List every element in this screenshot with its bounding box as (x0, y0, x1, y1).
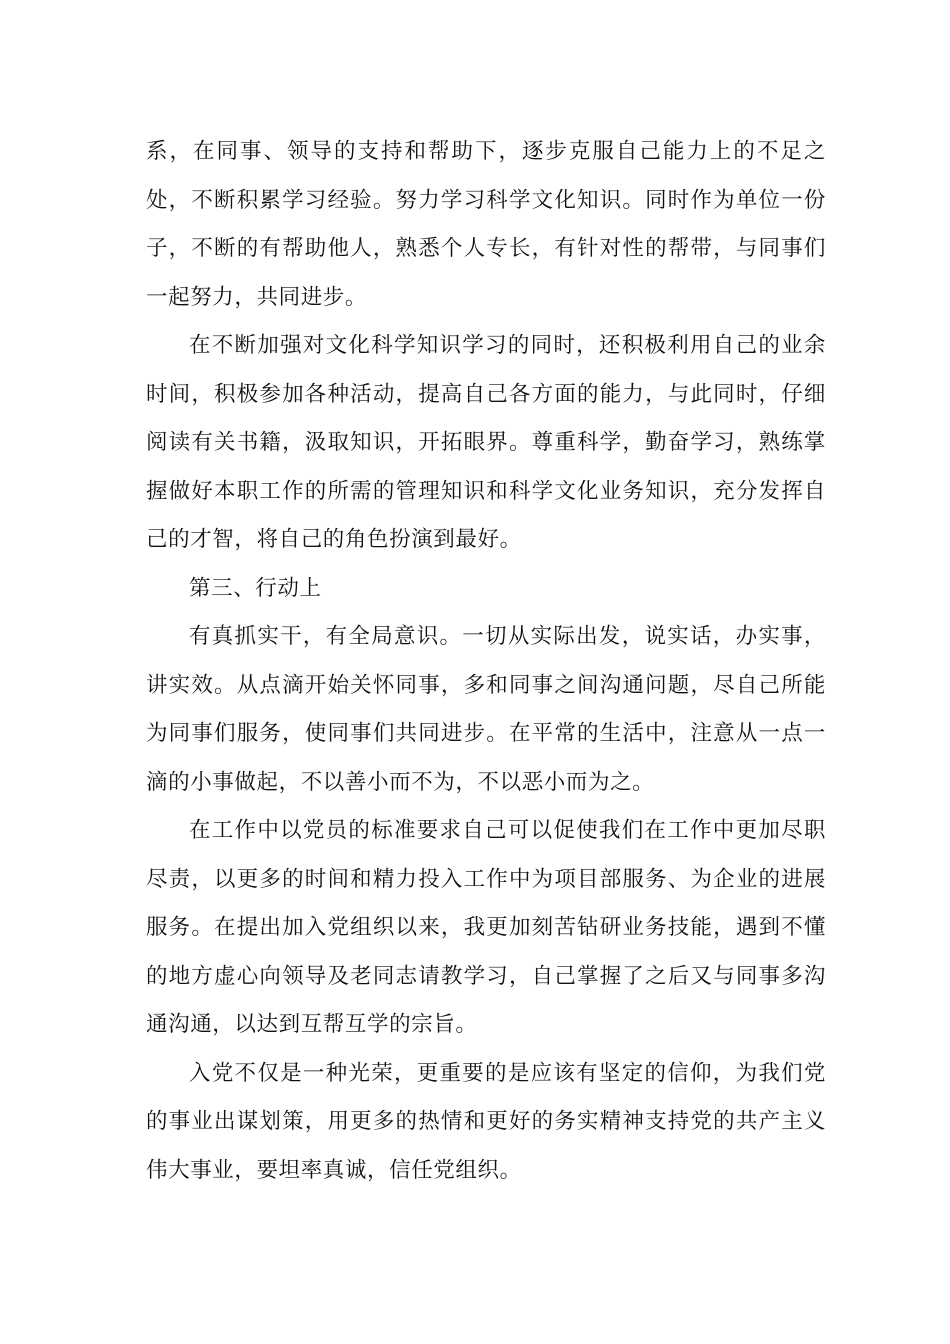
paragraph-3: 有真抓实干，有全局意识。一切从实际出发，说实话，办实事，讲实效。从点滴开始关怀同事，多和同事之间沟通问题，尽自己所能为同事们服务，使同事们共同进步。在平常的生活中，注意从一点一滴的小事做起，不以善小而不为，不以恶小而为之。 (146, 624, 826, 795)
paragraph-5: 入党不仅是一种光荣，更重要的是应该有坚定的信仰，为我们党的事业出谋划策，用更多的热情和更好的务实精神支持党的共产主义伟大事业，要坦率真诚，信任党组织。 (146, 1060, 826, 1183)
section-heading: 第三、行动上 (189, 575, 322, 601)
document-body (146, 128, 826, 1195)
paragraph-2: 在不断加强对文化科学知识学习的同时，还积极利用自己的业余时间，积极参加各种活动，提高自己各方面的能力，与此同时，仔细阅读有关书籍，汲取知识，开拓眼界。尊重科学，勤奋学习，熟练掌握做好本职工作的所需的管理知识和科学文化业务知识，充分发挥自己的才智，将自己的角色扮演到最好。 (146, 333, 826, 552)
paragraph-4: 在工作中以党员的标准要求自己可以促使我们在工作中更加尽职尽责，以更多的时间和精力投入工作中为项目部服务、为企业的进展服务。在提出加入党组织以来，我更加刻苦钻研业务技能，遇到不懂的地方虚心向领导及老同志请教学习，自己掌握了之后又与同事多沟通沟通，以达到互帮互学的宗旨。 (146, 818, 826, 1037)
paragraph-1: 系，在同事、领导的支持和帮助下，逐步克服自己能力上的不足之处，不断积累学习经验。努力学习科学文化知识。同时作为单位一份子，不断的有帮助他人，熟悉个人专长，有针对性的帮带，与同事们一起努力，共同进步。 (146, 139, 826, 310)
